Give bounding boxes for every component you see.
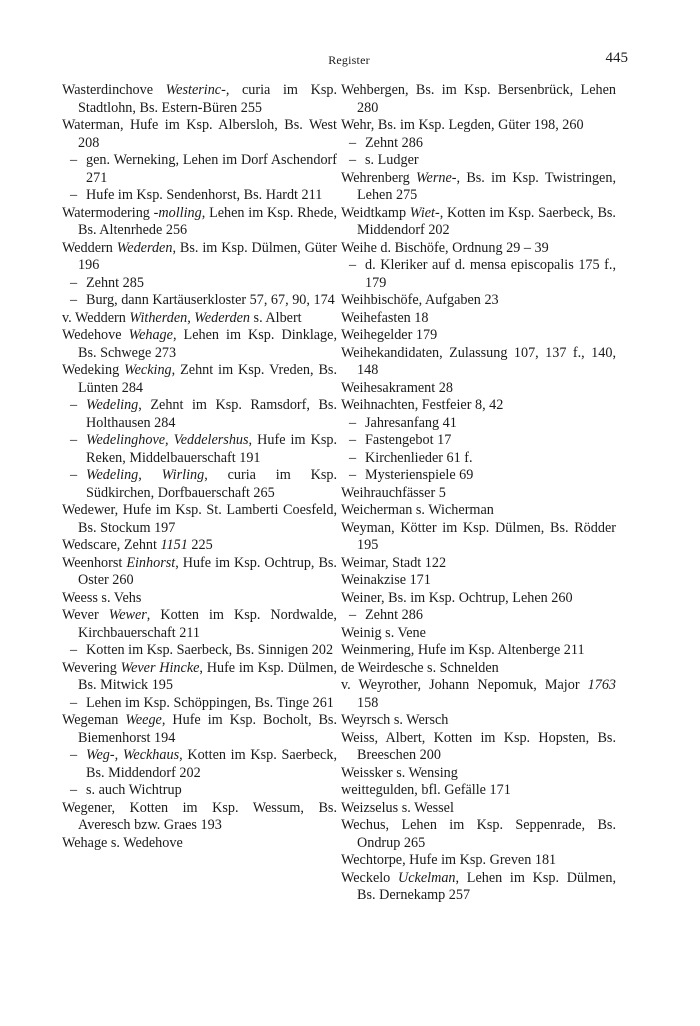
italic-term: Einhorst (126, 554, 176, 571)
entry-text: Hufe im Ksp. Sendenhorst, Bs. Hardt 211 (86, 187, 323, 203)
entry-text: weittegulden, bfl. Gefälle 171 (341, 782, 511, 798)
entry-text: Watermodering (62, 204, 154, 221)
entry-text: Wegener, Kotten im Ksp. Wessum, Bs. Averesch bzw. Graes 193 (62, 799, 337, 833)
index-subentry (62, 695, 337, 713)
entry-text: 158 (357, 694, 379, 711)
entry-text: Weddern (62, 239, 117, 256)
entry-text: Lehen im Ksp. Schöppingen, Bs. Tinge 261 (86, 694, 334, 711)
index-subentry (341, 135, 616, 153)
entry-text: Wegeman (62, 712, 126, 728)
subentry-dash: – (349, 449, 357, 466)
italic-term: Uckelman (398, 869, 456, 886)
entry-text: , Kotten im Ksp. Nordwalde, Kirchbauerschaft 211 (78, 607, 337, 641)
entry-text: Weihesakrament 28 (341, 379, 453, 396)
index-entry (341, 782, 616, 800)
entry-text: Weiss, Albert, Kotten im Ksp. Hopsten, Bs. Breeschen 200 (341, 729, 616, 763)
index-entry (341, 817, 616, 852)
entry-text: Wever (62, 607, 109, 623)
entry-text: Wasterdinchove (62, 82, 166, 98)
entry-text: Weimar, Stadt 122 (341, 554, 447, 571)
entry-text: de Weirdesche s. Schnelden (341, 659, 499, 676)
entry-text: , Lehen im Ksp. Dinklage, Bs. Schwege 273 (78, 327, 337, 361)
entry-text: Weihegelder 179 (341, 327, 438, 343)
index-subentry (341, 415, 616, 433)
entry-text: Weihefasten 18 (341, 309, 429, 326)
italic-term: Weg-, Weckhaus (86, 747, 180, 763)
index-entry (341, 520, 616, 555)
index-entry (62, 310, 337, 328)
entry-text: Wehbergen, Bs. im Ksp. Bersenbrück, Lehen 280 (341, 82, 616, 116)
index-entry (341, 555, 616, 573)
subentry-dash: – (70, 694, 78, 711)
index-entry (62, 537, 337, 555)
subentry-dash: – (349, 257, 357, 273)
index-entry (341, 590, 616, 608)
index-entry (341, 240, 616, 258)
entry-text: s. Ludger (365, 152, 419, 168)
entry-text: Waterman, Hufe im Ksp. Albersloh, Bs. West 208 (62, 117, 337, 151)
entry-text: Wehage s. Wedehove (62, 834, 183, 851)
subentry-dash: – (70, 397, 78, 413)
index-entry (341, 310, 616, 328)
index-subentry (341, 607, 616, 625)
italic-term: Wecking (124, 362, 172, 378)
entry-text: Zehnt 286 (365, 134, 423, 151)
entry-text: , Zehnt im Ksp. Vreden, Bs. Lünten 284 (78, 362, 337, 396)
entry-text: Wedscare, Zehnt (62, 537, 161, 553)
index-entry (341, 870, 616, 905)
entry-text: , Lehen im Ksp. Dülmen, Bs. Dernekamp 257 (357, 869, 616, 903)
entry-text: , Zehnt im Ksp. Ramsdorf, Bs. Holthausen 284 (86, 397, 337, 431)
italic-term: Wehage (128, 327, 173, 343)
index-entry (341, 625, 616, 643)
index-entry (341, 502, 616, 520)
subentry-dash: – (70, 152, 78, 168)
entry-text: Weenhorst (62, 554, 127, 571)
subentry-dash: – (349, 467, 357, 483)
italic-term: Wederden (116, 239, 173, 256)
subentry-dash: – (70, 747, 78, 763)
subentry-dash: – (70, 292, 78, 308)
subentry-dash: – (70, 187, 78, 203)
index-entry (341, 765, 616, 783)
index-entry (62, 502, 337, 537)
italic-term: 1151 (160, 537, 188, 553)
entry-text: Weihrauchfässer 5 (341, 484, 446, 501)
entry-text: Wevering (62, 659, 121, 676)
subentry-dash: – (349, 432, 357, 448)
entry-text: 225 (187, 537, 213, 553)
italic-term: Westerinc- (165, 82, 226, 98)
entry-text: Weiner, Bs. im Ksp. Ochtrup, Lehen 260 (341, 589, 573, 606)
running-head: Register (328, 53, 370, 67)
entry-text: Wehrenberg (341, 169, 417, 186)
index-entry (62, 555, 337, 590)
subentry-dash: – (349, 152, 357, 168)
entry-text: Weihbischöfe, Aufgaben 23 (341, 292, 499, 308)
entry-text: Jahresanfang 41 (365, 414, 457, 431)
index-entry (341, 397, 616, 415)
italic-term: Witherden, Wederden (129, 309, 250, 326)
index-subentry (62, 292, 337, 310)
entry-text: Wedeking (62, 362, 125, 378)
entry-text: Mysterienspiele 69 (365, 467, 474, 483)
entry-text: gen. Werneking, Lehen im Dorf Aschendorf 271 (86, 152, 337, 186)
index-entry (62, 327, 337, 362)
index-entry (341, 327, 616, 345)
index-entry (341, 117, 616, 135)
entry-text: , Kotten im Ksp. Saerbeck, Bs. Middendorf 202 (357, 204, 616, 238)
entry-text: Weyman, Kötter im Ksp. Dülmen, Bs. Rödder 195 (341, 519, 616, 553)
index-subentry (341, 467, 616, 485)
entry-text: Weckelo (341, 869, 398, 886)
entry-text: , Bs. im Ksp. Dülmen, Güter 196 (78, 239, 337, 273)
entry-text: Wechtorpe, Hufe im Ksp. Greven 181 (341, 852, 557, 868)
index-subentry (341, 450, 616, 468)
index-subentry (62, 467, 337, 502)
page-number: 445 (605, 50, 628, 66)
entry-text: , Lehen im Ksp. Rhede, Bs. Altenrhede 256 (78, 204, 338, 238)
index-entry (341, 800, 616, 818)
index-entry (62, 590, 337, 608)
index-entry (62, 117, 337, 152)
entry-text: , Bs. im Ksp. Twistringen, Lehen 275 (357, 169, 616, 203)
entry-text: Weidtkamp (341, 204, 410, 221)
index-entry (62, 712, 337, 747)
entry-text: Fastengebot 17 (365, 432, 452, 448)
index-entry (62, 660, 337, 695)
entry-text: Weizselus s. Wessel (341, 799, 454, 816)
index-entry (341, 205, 616, 240)
index-entry (62, 82, 337, 117)
index-entry (62, 362, 337, 397)
index-entry (341, 380, 616, 398)
index-entry (341, 642, 616, 660)
entry-text: Weihe d. Bischöfe, Ordnung 29 – 39 (341, 239, 549, 256)
index-subentry (62, 432, 337, 467)
italic-term: Wever Hincke (120, 659, 200, 676)
entry-text: , Hufe im Ksp. Reken, Middelbauerschaft 191 (86, 432, 337, 466)
entry-text: Kirchenlieder 61 f. (365, 449, 473, 466)
entry-text: , curia im Ksp. Südkirchen, Dorfbauerschaft 265 (86, 467, 337, 501)
italic-term: 1763 (587, 677, 616, 693)
entry-text: v. Weddern (62, 309, 130, 326)
index-entry (62, 800, 337, 835)
entry-text: Burg, dann Kartäuserkloster 57, 67, 90, 174 (86, 292, 335, 308)
index-entry (341, 345, 616, 380)
index-entry (62, 240, 337, 275)
index-entry (341, 572, 616, 590)
entry-text: Weinakzise 171 (341, 572, 431, 588)
index-subentry (341, 257, 616, 292)
subentry-dash: – (349, 134, 357, 151)
entry-text: Weinmering, Hufe im Ksp. Altenberge 211 (341, 642, 585, 658)
index-subentry (341, 152, 616, 170)
entry-text: Weihnachten, Festfeier 8, 42 (341, 397, 504, 413)
index-subentry (62, 275, 337, 293)
entry-text: Wedehove (62, 327, 129, 343)
entry-text: Weissker s. Wensing (341, 764, 458, 781)
entry-text: , curia im Ksp. Stadtlohn, Bs. Estern-Büren 255 (78, 82, 337, 116)
italic-term: Weege (125, 712, 162, 728)
index-subentry (62, 747, 337, 782)
italic-term: Wiet- (409, 204, 440, 221)
index-entry (341, 170, 616, 205)
entry-text: Weyrsch s. Wersch (341, 712, 449, 728)
italic-term: Wedelinghove, Veddelershus (86, 432, 249, 448)
entry-text: d. Kleriker auf d. mensa episcopalis 175 f., 179 (365, 257, 616, 291)
subentry-dash: – (70, 782, 78, 798)
subentry-dash: – (70, 642, 78, 658)
index-entry (341, 485, 616, 503)
entry-text: s. auch Wichtrup (86, 782, 182, 798)
index-entry (341, 660, 616, 678)
entry-text: Zehnt 285 (86, 274, 144, 291)
entry-text: Wedewer, Hufe im Ksp. St. Lamberti Coesfeld, Bs. Stockum 197 (62, 502, 337, 536)
subentry-dash: – (349, 607, 357, 623)
index-subentry (62, 152, 337, 187)
index-subentry (62, 642, 337, 660)
index-subentry (341, 432, 616, 450)
index-subentry (62, 782, 337, 800)
index-column-left (62, 82, 337, 852)
subentry-dash: – (70, 467, 78, 483)
page-header (70, 50, 628, 70)
italic-term: -molling (153, 204, 202, 221)
index-entry (62, 607, 337, 642)
index-entry (341, 292, 616, 310)
subentry-dash: – (70, 432, 78, 448)
italic-term: Werne- (416, 169, 457, 186)
index-entry (341, 677, 616, 712)
subentry-dash: – (70, 274, 78, 291)
index-entry (341, 82, 616, 117)
entry-text: Wehr, Bs. im Ksp. Legden, Güter 198, 260 (341, 117, 584, 133)
entry-text: s. Albert (250, 309, 302, 326)
entry-text: Kotten im Ksp. Saerbeck, Bs. Sinnigen 202 (86, 642, 334, 658)
entry-text: Zehnt 286 (365, 607, 423, 623)
entry-text: Weihekandidaten, Zulassung 107, 137 f., 140, 148 (341, 344, 616, 378)
index-column-right (341, 82, 616, 905)
italic-term: Wewer (108, 607, 147, 623)
entry-text: Weinig s. Vene (341, 624, 426, 641)
entry-text: Weicherman s. Wicherman (341, 502, 494, 518)
entry-text: , Hufe im Ksp. Bocholt, Bs. Biemenhorst 194 (78, 712, 337, 746)
italic-term: Wedeling, Wirling (86, 467, 205, 483)
index-entry (341, 852, 616, 870)
index-entry (62, 205, 337, 240)
entry-text: v. Weyrother, Johann Nepomuk, Major (341, 677, 588, 693)
entry-text: Wechus, Lehen im Ksp. Seppenrade, Bs. Ondrup 265 (341, 817, 616, 851)
index-entry (341, 712, 616, 730)
entry-text: Weess s. Vehs (62, 589, 142, 606)
index-subentry (62, 187, 337, 205)
index-entry (341, 730, 616, 765)
italic-term: Wedeling (86, 397, 139, 413)
entry-text: , Kotten im Ksp. Saerbeck, Bs. Middendorf 202 (86, 747, 337, 781)
subentry-dash: – (349, 414, 357, 431)
entry-text: , Hufe im Ksp. Ochtrup, Bs. Oster 260 (78, 554, 337, 588)
index-subentry (62, 397, 337, 432)
entry-text: , Hufe im Ksp. Dülmen, Bs. Mitwick 195 (78, 659, 337, 693)
index-entry (62, 835, 337, 853)
